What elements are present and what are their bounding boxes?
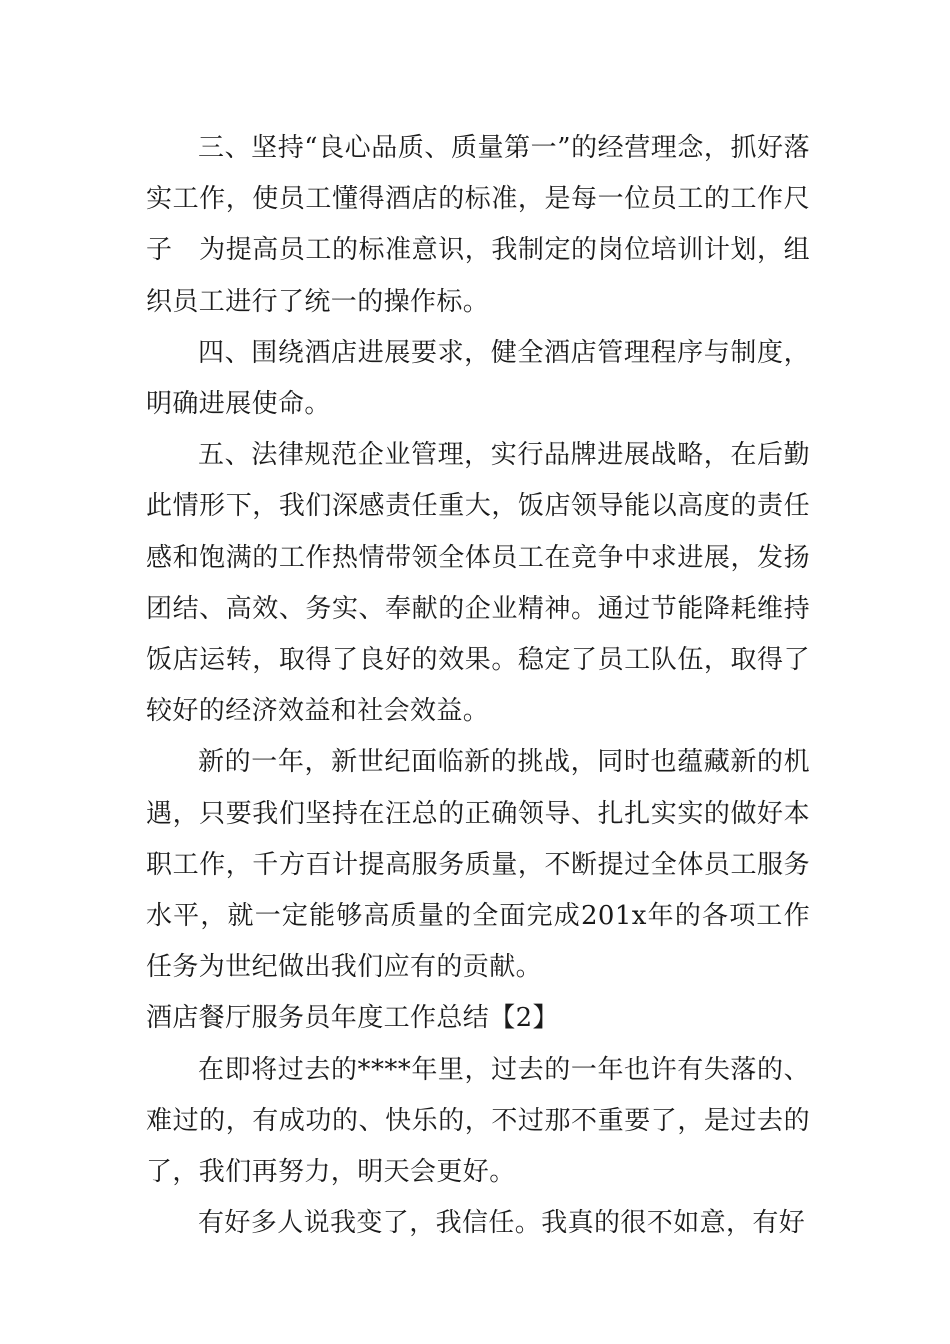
paragraph-changed: 有好多人说我变了，我信任。我真的很不如意，有好 [198,1208,806,1239]
paragraph-new-year: 新的一年，新世纪面临新的挑战，同时也蕴藏新的机遇，只要我们坚持在汪总的正确领导、扎扎实实的做好本职工作，千方百计提高服务质量，不断提过全体员工服务水平，就一定能够高质量的全面完成201x年的各项工作任务为世纪做出我们应有的贡献。 [146,747,810,983]
paragraph-past-year: 在即将过去的****年里，过去的一年也许有失落的、难过的，有成功的、快乐的，不过那不重要了，是过去的了，我们再努力，明天会更好。 [146,1054,810,1188]
section-heading: 酒店餐厅服务员年度工作总结【2】 [146,1003,559,1034]
paragraph-section-five: 五、法律规范企业管理，实行品牌进展战略，在后勤此情形下，我们深感责任重大，饭店领导能以高度的责任感和饱满的工作热情带领全体员工在竞争中求进展，发扬团结、高效、务实、奉献的企业精神。通过节能降耗维持饭店运转，取得了良好的效果。稳定了员工队伍，取得了较好的经济效益和社会效益。 [146,440,810,727]
paragraph-section-three: 三、坚持“良心品质、质量第一”的经营理念，抓好落实工作，使员工懂得酒店的标准，是每一位员工的工作尺 子 为提高员工的标准意识，我制定的岗位培训计划，组织员工进行了统一的操作标。 [146,133,837,317]
document-body [146,123,837,1249]
paragraph-section-four: 四、围绕酒店进展要求，健全酒店管理程序与制度，明确进展使命。 [146,337,810,420]
